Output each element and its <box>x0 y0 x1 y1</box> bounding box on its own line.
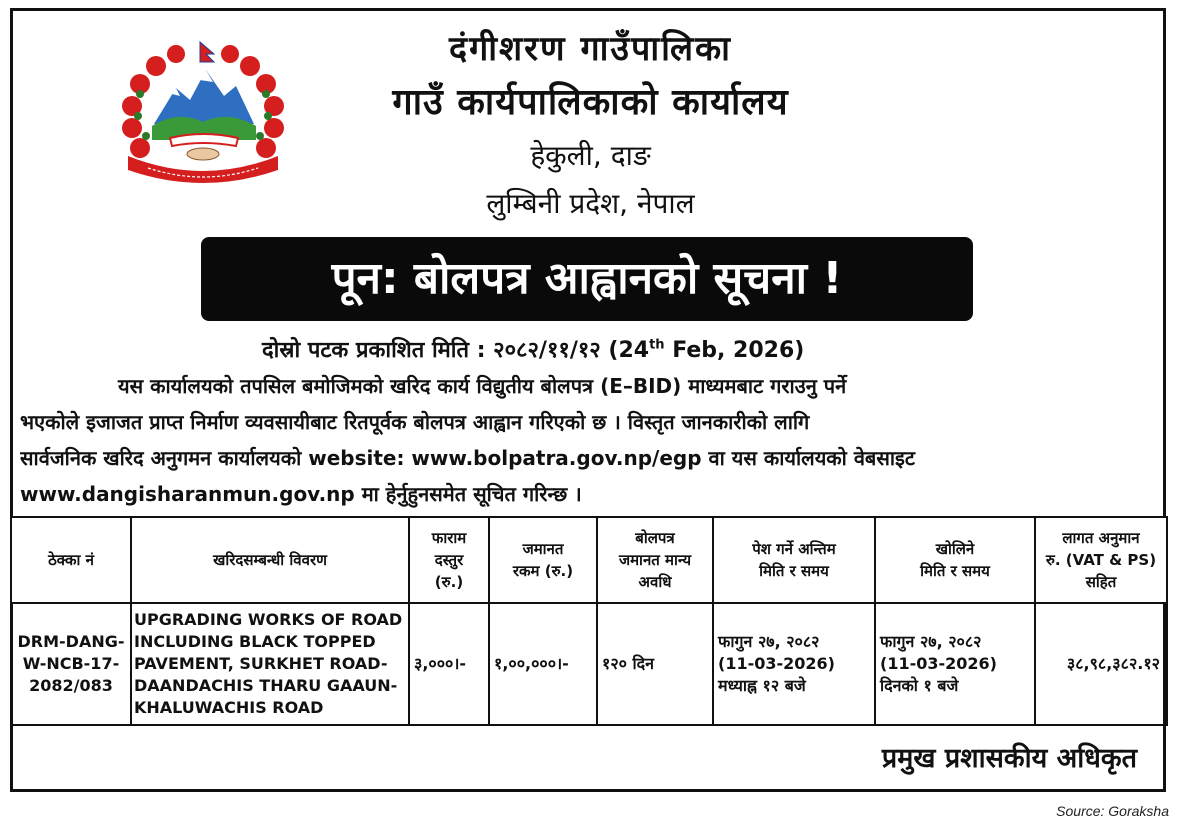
publication-date-prefix: दोस्रो पटक प्रकाशित मिति : २०८२/११/१२ (24 <box>262 338 650 363</box>
notice-body <box>20 368 1164 512</box>
cell-deadline-text: फागुन २७, २०८२ (11-03-2026) मध्याह्न १२ बजे <box>718 632 835 695</box>
signatory-title: प्रमुख प्रशासकीय अधिकृत <box>881 743 1137 774</box>
header-opening-text: खोलिने मिति र समय <box>920 540 990 580</box>
publication-date <box>262 334 804 364</box>
body-line-4: www.dangisharanmun.gov.np मा हेर्नुहुनसमेत सूचित गरिन्छ । <box>20 482 582 506</box>
cell-form-fee <box>409 603 489 725</box>
publication-date-suffix: Feb, 2026) <box>664 338 805 363</box>
body-line-2: भएकोले इजाजत प्राप्त निर्माण व्यवसायीबाट रितपूर्वक बोलपत्र आह्वान गरिएको छ । विस्तृत जानकारीको लागि <box>20 410 810 434</box>
header-estimate <box>1035 517 1167 603</box>
cell-description-text: UPGRADING WORKS OF ROAD INCLUDING BLACK TOPPED PAVEMENT, SURKHET ROAD- DAANDACHIS THARU GAAUN- KHALUWACHIS ROAD <box>134 610 403 717</box>
cell-security <box>489 603 597 725</box>
header-opening <box>875 517 1035 603</box>
cell-contract-no-text: DRM-DANG- W-NCB-17- 2082/083 <box>17 632 125 695</box>
cell-validity-text: १२० दिन <box>602 654 655 673</box>
header-form-fee <box>409 517 489 603</box>
cell-form-fee-text: ३,०००।- <box>414 654 467 673</box>
office-name: गाउँ कार्यपालिकाको कार्यालय <box>392 82 789 123</box>
header-validity-text: बोलपत्र जमानत मान्य अवधि <box>618 529 692 591</box>
municipality-name: दंगीशरण गाउँपालिका <box>449 29 732 69</box>
header-deadline-text: पेश गर्ने अन्तिम मिति र समय <box>752 540 836 580</box>
table-row <box>11 603 1167 725</box>
header-contract-no-text: ठेक्का नं <box>48 551 94 569</box>
header-contract-no <box>11 517 131 603</box>
header-security <box>489 517 597 603</box>
cell-description <box>131 603 409 725</box>
notice-title-banner: पून: बोलपत्र आह्वानको सूचना ! <box>201 237 973 321</box>
cell-deadline <box>713 603 875 725</box>
province-country: लुम्बिनी प्रदेश, नेपाल <box>486 187 695 220</box>
tender-table <box>10 516 1168 726</box>
header-validity <box>597 517 713 603</box>
cell-validity <box>597 603 713 725</box>
header-estimate-text: लागत अनुमान रु. (VAT & PS) सहित <box>1045 529 1157 591</box>
cell-security-text: १,००,०००।- <box>494 654 569 673</box>
header-description-text: खरिदसम्बन्धी विवरण <box>213 551 327 569</box>
source-credit: Source: Goraksha <box>1056 803 1169 819</box>
header-security-text: जमानत रकम (रु.) <box>512 540 574 580</box>
header-form-fee-text: फाराम दस्तुर (रु.) <box>431 529 467 591</box>
header-description <box>131 517 409 603</box>
header-deadline <box>713 517 875 603</box>
cell-estimate-text: ३८,९८,३८२.१२ <box>1066 654 1160 673</box>
body-line-3: सार्वजनिक खरिद अनुगमन कार्यालयको website: www.bolpatra.gov.np/egp वा यस कार्यालयको वेबसाइट <box>20 446 915 470</box>
office-location: हेकुली, दाङ <box>530 139 651 172</box>
cell-estimate <box>1035 603 1167 725</box>
cell-contract-no <box>11 603 131 725</box>
cell-opening <box>875 603 1035 725</box>
cell-opening-text: फागुन २७, २०८२ (11-03-2026) दिनको १ बजे <box>880 632 997 695</box>
table-header-row <box>11 517 1167 603</box>
publication-date-sup: th <box>649 337 665 353</box>
body-line-1: यस कार्यालयको तपसिल बमोजिमको खरिद कार्य विद्युतीय बोलपत्र (E–BID) माध्यमबाट गराउनु पर्ने <box>118 374 847 398</box>
